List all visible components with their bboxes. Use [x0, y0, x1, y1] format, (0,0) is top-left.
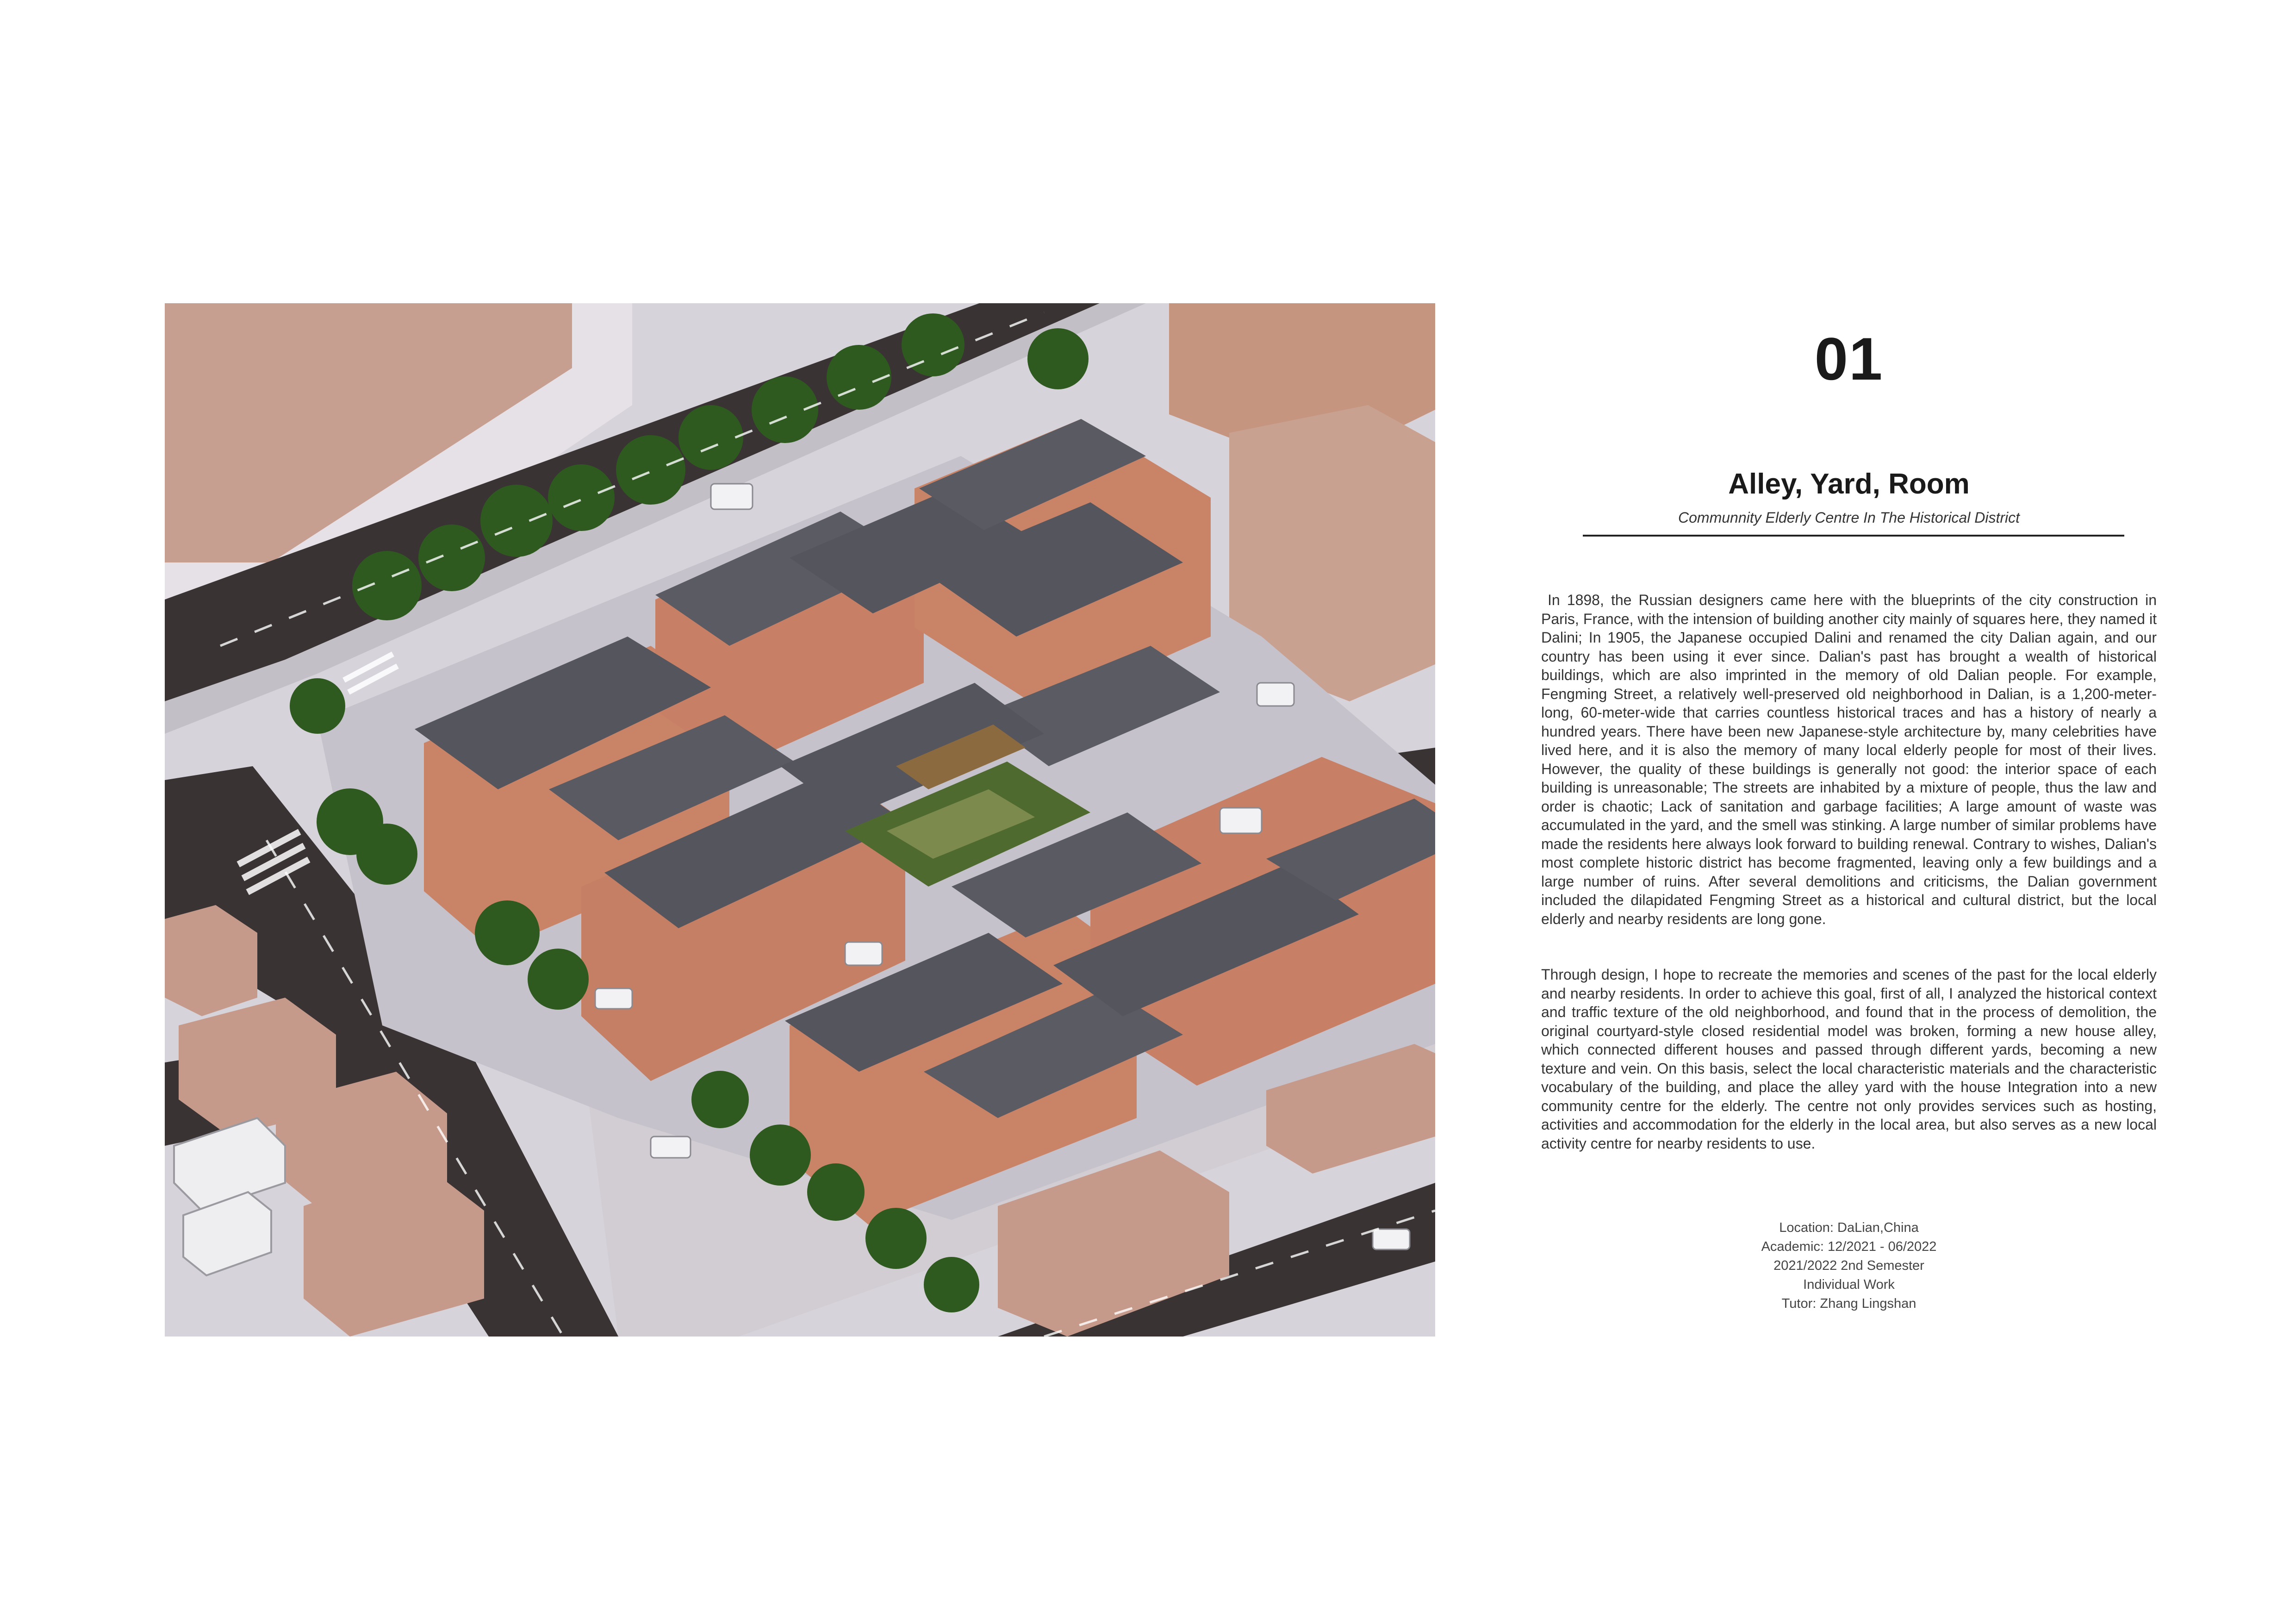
description-paragraph-2: Through design, I hope to recreate the memories and scenes of the past for the local elderly and nearby residents. In order to achieve this goal, first of all, I analyzed the historical context and traffic texture of the old neighborhood, and found that in the process of demolition, the original courtyard-style closed residential model was broken, forming a new house alley, which connected different houses and passed through different yards, becoming a new texture and vein. On this basis, select the local characteristic materials and the characteristic vocabulary of the building, and place the alley yard with the house Integration into a new community centre for the elderly. The centre not only provides services such as hosting, activities and accommodation for the elderly in the local area, but also serves as a new local activity centre for nearby residents to use. [1541, 966, 2157, 1152]
project-number: 01 [1814, 325, 1884, 393]
project-title: Alley, Yard, Room [1728, 468, 1970, 500]
project-subtitle: Communnity Elderly Centre In The Historical District [1678, 509, 2020, 526]
title-divider [1583, 535, 2124, 537]
aerial-render-illustration [165, 303, 1435, 1337]
meta-location: Location: DaLian,China [1779, 1220, 1919, 1235]
meta-academic: Academic: 12/2021 - 06/2022 [1761, 1239, 1937, 1254]
aerial-render-image [165, 303, 1435, 1337]
meta-work-type: Individual Work [1803, 1277, 1895, 1292]
project-metadata [1541, 1218, 2157, 1313]
description-paragraph-1: In 1898, the Russian designers came here with the blueprints of the city construction in Paris, France, with the intension of building another city mainly of squares here, they named it Dalini; In 1905, the Japanese occupied Dalini and renamed the city Dalian again, and our country has been using it ever since. Dalian's past has brought a wealth of historical buildings, which are also imprinted in the memory of old Dalian people. For example, Fengming Street, a relatively well-preserved old neighborhood in Dalian, is a 1,200-meter-long, 60-meter-wide that carries countless historical traces and has a history of nearly a hundred years. There have been new Japanese-style architecture by, many celebrities have lived here, and it is also the memory of many local elderly people for most of their lives. However, the quality of these buildings is generally not good: the interior space of each building is unreasonable; The streets are inhabited by a mixture of people, thus the law and order is chaotic; Lack of sanitation and garbage facilities; A large amount of waste was accumulated in the yard, and the smell was stinking. A large number of similar problems have made the residents here always look forward to building renewal. Contrary to wishes, Dalian's most complete historic district has become fragmented, leaving only a few buildings and a large number of ruins. After several demolitions and criticisms, the Dalian government included the dilapidated Fengming Street as a historical and cultural district, but the local elderly and nearby residents are long gone. [1541, 592, 2157, 927]
meta-semester: 2021/2022 2nd Semester [1773, 1258, 1924, 1273]
meta-tutor: Tutor: Zhang Lingshan [1781, 1296, 1916, 1311]
